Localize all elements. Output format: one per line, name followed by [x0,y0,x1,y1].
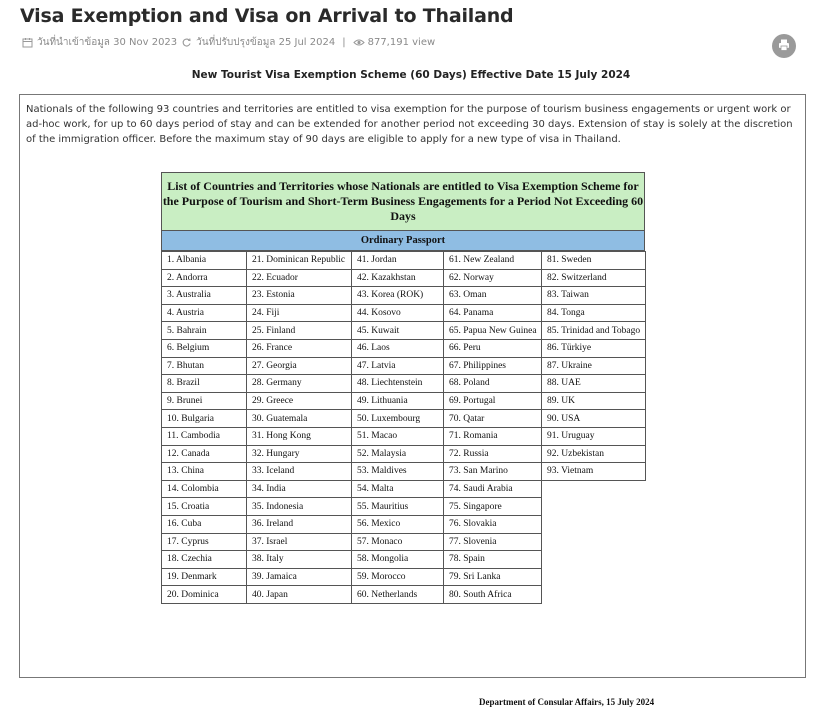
country-cell: 18. Czechia [162,551,247,569]
country-cell: 65. Papua New Guinea [444,322,542,340]
empty-cell [542,568,646,586]
country-cell: 36. Ireland [247,515,352,533]
country-cell: 70. Qatar [444,410,542,428]
content-box [19,94,806,707]
country-cell: 21. Dominican Republic [247,252,352,270]
table-row [162,533,646,551]
country-cell: 40. Japan [247,586,352,604]
country-cell: 89. UK [542,392,646,410]
country-cell: 61. New Zealand [444,252,542,270]
country-cell: 62. Norway [444,269,542,287]
table-row [162,375,646,393]
country-cell: 55. Mauritius [352,498,444,516]
country-cell: 50. Luxembourg [352,410,444,428]
country-cell: 39. Jamaica [247,568,352,586]
country-cell: 84. Tonga [542,304,646,322]
country-cell: 52. Malaysia [352,445,444,463]
country-cell: 8. Brazil [162,375,247,393]
country-cell: 91. Uruguay [542,427,646,445]
table-row [162,498,646,516]
country-cell: 72. Russia [444,445,542,463]
table-row [162,322,646,340]
country-cell: 45. Kuwait [352,322,444,340]
empty-cell [542,480,646,498]
page-title: Visa Exemption and Visa on Arrival to Thailand [20,5,514,27]
country-cell: 81. Sweden [542,252,646,270]
country-cell: 64. Panama [444,304,542,322]
country-cell: 69. Portugal [444,392,542,410]
calendar-icon [22,37,33,48]
country-cell: 41. Jordan [352,252,444,270]
table-row [162,339,646,357]
empty-cell [542,533,646,551]
empty-cell [542,551,646,569]
country-cell: 60. Netherlands [352,586,444,604]
view-count: 877,191 view [367,37,436,48]
country-cell: 66. Peru [444,339,542,357]
country-cell: 38. Italy [247,551,352,569]
country-cell: 1. Albania [162,252,247,270]
table-row [162,586,646,604]
country-cell: 76. Slovakia [444,515,542,533]
country-cell: 12. Canada [162,445,247,463]
country-cell: 6. Belgium [162,339,247,357]
country-cell: 32. Hungary [247,445,352,463]
meta-separator: | [342,37,346,48]
table-row [162,357,646,375]
print-button[interactable] [772,34,796,58]
country-cell: 48. Liechtenstein [352,375,444,393]
country-cell: 7. Bhutan [162,357,247,375]
empty-cell [542,498,646,516]
country-cell: 67. Philippines [444,357,542,375]
country-cell: 9. Brunei [162,392,247,410]
country-cell: 49. Lithuania [352,392,444,410]
empty-cell [542,586,646,604]
country-cell: 68. Poland [444,375,542,393]
country-cell: 85. Trinidad and Tobago [542,322,646,340]
country-cell: 59. Morocco [352,568,444,586]
country-cell: 43. Korea (ROK) [352,287,444,305]
document-heading: List of Countries and Territories whose Nationals are entitled to Visa Exemption Scheme for the Purpose of Tourism and Short-Term Business Engagements for a Period Not Exceeding 60 Days [161,172,645,231]
table-row [162,269,646,287]
country-cell: 93. Vietnam [542,463,646,481]
country-cell: 33. Iceland [247,463,352,481]
section-heading: Ordinary Passport [161,231,645,251]
country-cell: 4. Austria [162,304,247,322]
eye-icon [353,37,364,48]
country-cell: 30. Guatemala [247,410,352,428]
table-row [162,463,646,481]
country-cell: 29. Greece [247,392,352,410]
country-cell: 3. Australia [162,287,247,305]
country-cell: 34. India [247,480,352,498]
country-cell: 27. Georgia [247,357,352,375]
updated-date: วันที่ปรับปรุงข้อมูล 25 Jul 2024 [196,37,336,48]
country-cell: 51. Macao [352,427,444,445]
country-cell: 20. Dominica [162,586,247,604]
table-row [162,427,646,445]
country-cell: 56. Mexico [352,515,444,533]
country-cell: 28. Germany [247,375,352,393]
country-cell: 26. France [247,339,352,357]
country-cell: 58. Mongolia [352,551,444,569]
country-cell: 53. Maldives [352,463,444,481]
table-row [162,551,646,569]
country-cell: 78. Spain [444,551,542,569]
country-cell: 16. Cuba [162,515,247,533]
country-cell: 17. Cyprus [162,533,247,551]
refresh-icon [181,37,192,48]
country-cell: 25. Finland [247,322,352,340]
country-cell: 31. Hong Kong [247,427,352,445]
country-cell: 15. Croatia [162,498,247,516]
country-cell: 73. San Marino [444,463,542,481]
created-date: วันที่นำเข้าข้อมูล 30 Nov 2023 [37,37,178,48]
country-cell: 22. Ecuador [247,269,352,287]
table-row [162,392,646,410]
country-cell: 5. Bahrain [162,322,247,340]
page-subtitle: New Tourist Visa Exemption Scheme (60 Days) Effective Date 15 July 2024 [191,69,631,81]
country-cell: 75. Singapore [444,498,542,516]
country-cell: 23. Estonia [247,287,352,305]
country-cell: 44. Kosovo [352,304,444,322]
country-cell: 83. Taiwan [542,287,646,305]
countries-table [161,251,646,604]
country-cell: 79. Sri Lanka [444,568,542,586]
country-cell: 77. Slovenia [444,533,542,551]
table-row [162,515,646,533]
empty-cell [542,515,646,533]
country-cell: 47. Latvia [352,357,444,375]
country-cell: 71. Romania [444,427,542,445]
table-row [162,287,646,305]
table-row [162,445,646,463]
country-cell: 86. Türkiye [542,339,646,357]
country-cell: 37. Israel [247,533,352,551]
country-cell: 92. Uzbekistan [542,445,646,463]
table-row [162,410,646,428]
country-cell: 88. UAE [542,375,646,393]
country-cell: 35. Indonesia [247,498,352,516]
print-icon [777,37,791,56]
table-row [162,304,646,322]
country-cell: 24. Fiji [247,304,352,322]
country-cell: 54. Malta [352,480,444,498]
table-row [162,480,646,498]
country-cell: 13. China [162,463,247,481]
country-cell: 2. Andorra [162,269,247,287]
country-cell: 63. Oman [444,287,542,305]
country-cell: 74. Saudi Arabia [444,480,542,498]
document-image [161,172,677,707]
table-row [162,252,646,270]
country-cell: 42. Kazakhstan [352,269,444,287]
country-cell: 19. Denmark [162,568,247,586]
country-cell: 57. Monaco [352,533,444,551]
country-cell: 87. Ukraine [542,357,646,375]
country-cell: 80. South Africa [444,586,542,604]
table-row [162,568,646,586]
intro-paragraph: Nationals of the following 93 countries and territories are entitled to visa exemption for the purpose of tourism business engagements or urgent work or ad-hoc work, for up to 60 days period of stay and can be extended for another period not exceeding 30 days. Extension of stay is solely at the discretion of the immigration officer. Before the maximum stay of 90 days are eligible to apply for a new type of visa in Thailand. [26,104,793,145]
country-cell: 82. Switzerland [542,269,646,287]
country-cell: 90. USA [542,410,646,428]
article-meta [22,35,435,50]
country-cell: 11. Cambodia [162,427,247,445]
country-cell: 14. Colombia [162,480,247,498]
document-footer: Department of Consular Affairs, 15 July 2024 [479,697,655,707]
country-cell: 10. Bulgaria [162,410,247,428]
country-cell: 46. Laos [352,339,444,357]
